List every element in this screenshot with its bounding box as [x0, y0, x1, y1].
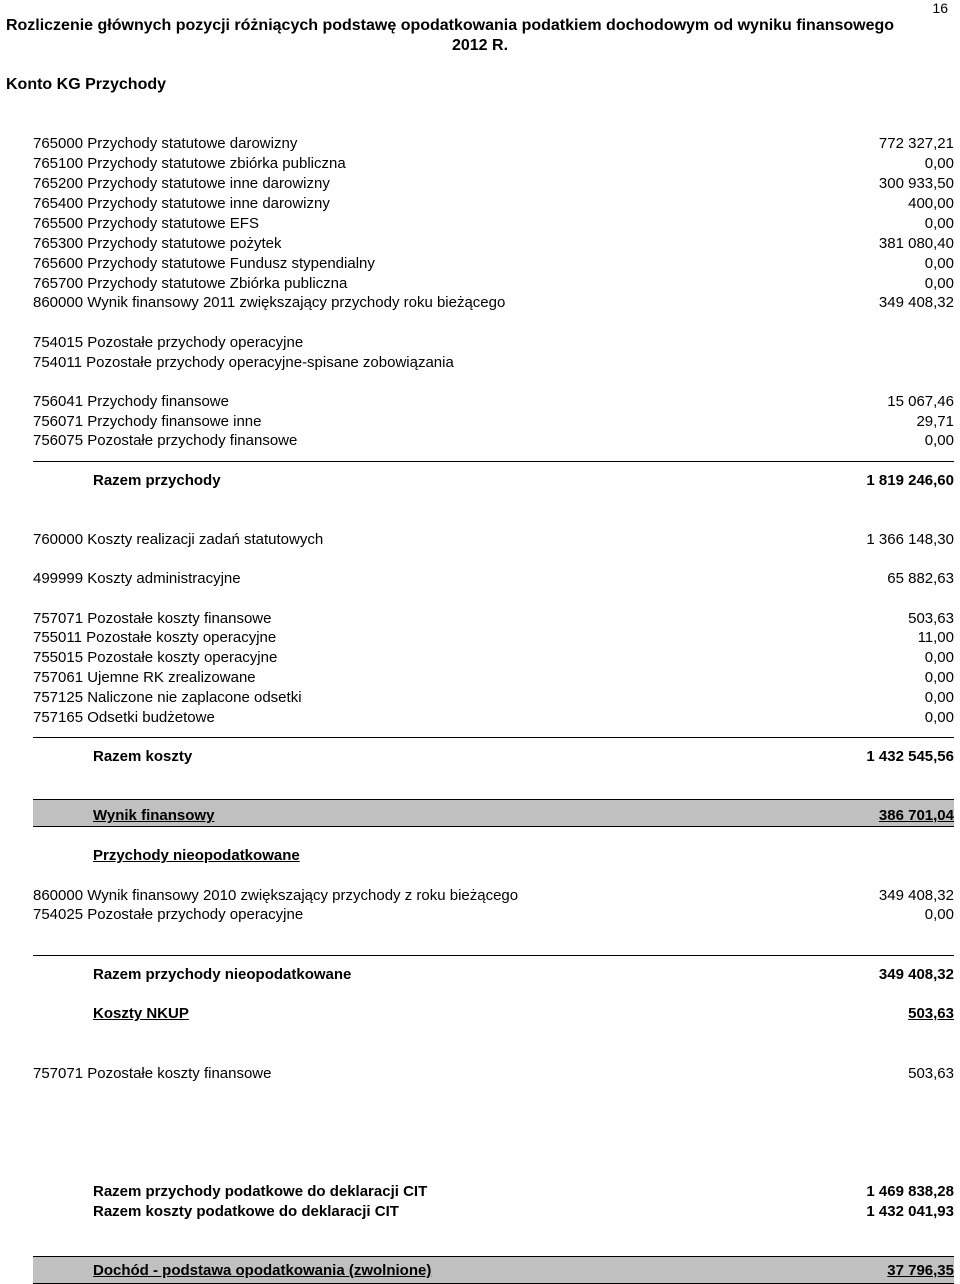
result-value: 386 701,04	[878, 807, 954, 824]
total-label: Razem koszty	[93, 748, 193, 765]
row-value: 772 327,21	[878, 135, 954, 152]
total-non-taxable-row	[93, 965, 954, 985]
tax-base-label: Dochód - podstawa opodatkowania (zwolnione)	[93, 1262, 432, 1279]
row-value: 300 933,50	[878, 175, 954, 192]
row-label: 757061 Ujemne RK zrealizowane	[33, 669, 256, 686]
total-costs-row	[93, 747, 954, 767]
row-value: 349 408,32	[878, 294, 954, 311]
ledger-row	[33, 174, 954, 194]
total-label: Razem przychody nieopodatkowane	[93, 966, 352, 983]
row-value: 0,00	[924, 255, 954, 272]
row-label: 765000 Przychody statutowe darowizny	[33, 135, 298, 152]
title-line-1: Rozliczenie głównych pozycji różniących podstawę opodatkowania podatkiem dochodowym od wyniku finansowego	[5, 17, 895, 34]
tax-base-row	[93, 1261, 954, 1281]
row-value: 15 067,46	[887, 393, 954, 410]
row-label: 755015 Pozostałe koszty operacyjne	[33, 649, 278, 666]
ledger-row	[33, 905, 954, 925]
ledger-row	[33, 214, 954, 234]
row-value: 503,63	[908, 610, 954, 627]
nkup-row	[93, 1004, 954, 1024]
total-value: 1 819 246,60	[866, 472, 954, 489]
cit-label: Razem przychody podatkowe do deklaracji CIT	[93, 1183, 428, 1200]
row-value: 0,00	[924, 155, 954, 172]
row-value: 0,00	[924, 275, 954, 292]
cit-revenue-row	[93, 1182, 954, 1202]
title-line-2: 2012 R.	[451, 37, 509, 54]
ledger-row	[33, 333, 954, 353]
ledger-row	[33, 886, 954, 906]
ledger-row	[33, 609, 954, 629]
row-value: 0,00	[924, 689, 954, 706]
row-label: 765600 Przychody statutowe Fundusz stypendialny	[33, 255, 375, 272]
row-value: 503,63	[908, 1065, 954, 1082]
ledger-row	[33, 431, 954, 451]
row-label: 765300 Przychody statutowe pożytek	[33, 235, 282, 252]
ledger-row	[33, 194, 954, 214]
ledger-row	[33, 353, 954, 373]
row-label: 765100 Przychody statutowe zbiórka publiczna	[33, 155, 346, 172]
row-value: 349 408,32	[878, 887, 954, 904]
divider	[33, 461, 954, 462]
section-header: Przychody nieopodatkowane	[93, 847, 300, 864]
row-label: 754025 Pozostałe przychody operacyjne	[33, 906, 304, 923]
row-value: 0,00	[924, 906, 954, 923]
row-value: 381 080,40	[878, 235, 954, 252]
document-title	[0, 16, 960, 56]
non-taxable-header	[93, 846, 954, 866]
ledger-row	[33, 648, 954, 668]
divider	[33, 737, 954, 738]
ledger-row	[33, 628, 954, 648]
row-label: 754011 Pozostałe przychody operacyjne-spisane zobowiązania	[33, 354, 454, 371]
section-subtitle: Konto KG Przychody	[6, 76, 167, 93]
ledger-row	[33, 708, 954, 728]
ledger-row	[33, 1064, 954, 1084]
ledger-row	[33, 569, 954, 589]
row-value: 0,00	[924, 432, 954, 449]
total-value: 1 432 545,56	[866, 748, 954, 765]
row-label: 754015 Pozostałe przychody operacyjne	[33, 334, 304, 351]
row-label: 860000 Wynik finansowy 2011 zwiększający przychody roku bieżącego	[33, 294, 506, 311]
row-label: 757071 Pozostałe koszty finansowe	[33, 610, 272, 627]
row-label: 765700 Przychody statutowe Zbiórka publiczna	[33, 275, 348, 292]
total-revenue-row	[93, 471, 954, 491]
nkup-label: Koszty NKUP	[93, 1005, 189, 1022]
result-label: Wynik finansowy	[93, 807, 215, 824]
ledger-row	[33, 530, 954, 550]
row-label: 757071 Pozostałe koszty finansowe	[33, 1065, 272, 1082]
row-value: 400,00	[908, 195, 954, 212]
row-value: 11,00	[917, 629, 954, 646]
row-label: 765400 Przychody statutowe inne darowizny	[33, 195, 330, 212]
ledger-row	[33, 234, 954, 254]
row-label: 756071 Przychody finansowe inne	[33, 413, 262, 430]
ledger-row	[33, 154, 954, 174]
row-value: 0,00	[924, 709, 954, 726]
cit-costs-row	[93, 1202, 954, 1222]
row-label: 765500 Przychody statutowe EFS	[33, 215, 259, 232]
ledger-row	[33, 274, 954, 294]
row-label: 755011 Pozostałe koszty operacyjne	[33, 629, 277, 646]
total-value: 349 408,32	[878, 966, 954, 983]
page-number: 16	[932, 0, 948, 16]
row-label: 757165 Odsetki budżetowe	[33, 709, 215, 726]
ledger-row	[33, 412, 954, 432]
ledger-row	[33, 254, 954, 274]
financial-result-row	[93, 806, 954, 826]
nkup-value: 503,63	[908, 1005, 954, 1022]
row-value: 0,00	[924, 649, 954, 666]
cit-value: 1 469 838,28	[866, 1183, 954, 1200]
ledger-row	[33, 134, 954, 154]
row-value: 29,71	[916, 413, 954, 430]
row-label: 765200 Przychody statutowe inne darowizny	[33, 175, 330, 192]
row-label: 757125 Naliczone nie zaplacone odsetki	[33, 689, 302, 706]
ledger-row	[33, 668, 954, 688]
cit-label: Razem koszty podatkowe do deklaracji CIT	[93, 1203, 399, 1220]
ledger-row	[33, 688, 954, 708]
row-label: 860000 Wynik finansowy 2010 zwiększający przychody z roku bieżącego	[33, 887, 519, 904]
divider	[33, 955, 954, 956]
ledger-row	[33, 392, 954, 412]
row-label: 499999 Koszty administracyjne	[33, 570, 241, 587]
total-label: Razem przychody	[93, 472, 221, 489]
row-value: 0,00	[924, 215, 954, 232]
row-value: 1 366 148,30	[866, 531, 954, 548]
row-value: 65 882,63	[887, 570, 954, 587]
row-label: 760000 Koszty realizacji zadań statutowych	[33, 531, 324, 548]
row-value: 0,00	[924, 669, 954, 686]
tax-base-value: 37 796,35	[887, 1262, 954, 1279]
row-label: 756075 Pozostałe przychody finansowe	[33, 432, 298, 449]
ledger-row	[33, 293, 954, 313]
row-label: 756041 Przychody finansowe	[33, 393, 229, 410]
cit-value: 1 432 041,93	[866, 1203, 954, 1220]
